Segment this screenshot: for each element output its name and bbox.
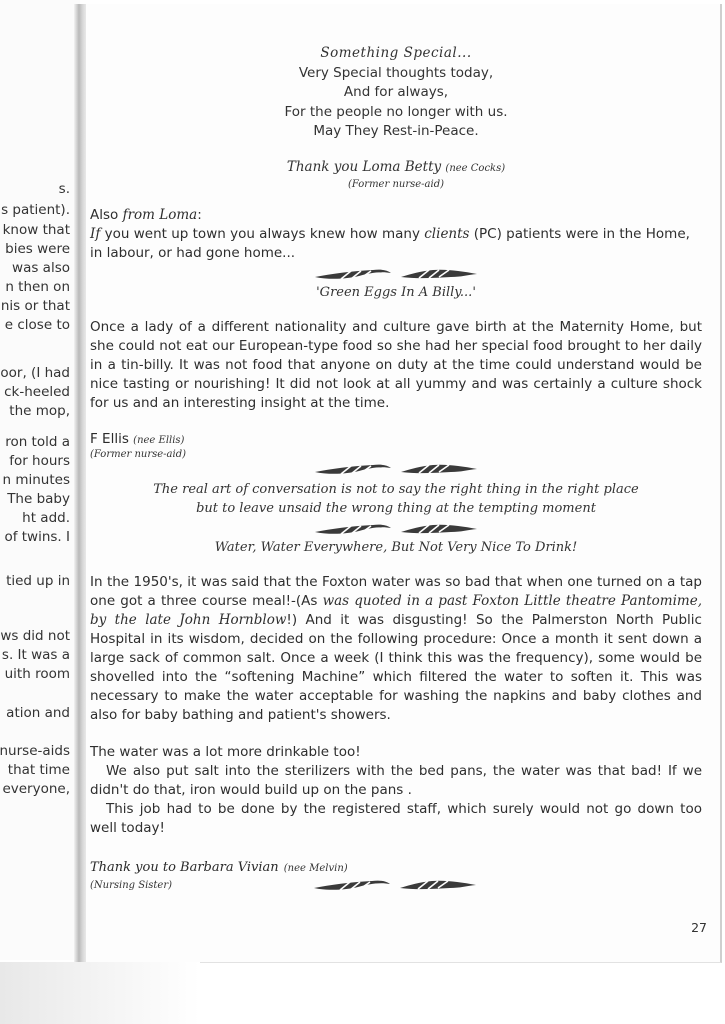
left-line: know that (2, 222, 70, 238)
left-line: ation and (6, 705, 70, 721)
left-line: everyone, (2, 781, 70, 797)
left-line: that time (7, 762, 70, 778)
left-line: ck-heeled (4, 384, 70, 400)
left-line: e close to (4, 317, 70, 333)
left-line: ron told a (5, 434, 70, 450)
text-part: !) And it was disgusting! So the Palmerston North Public Hospital in its wisdom, decided on the following procedure: Once a month it sent down a large sack of common salt. Once a week (I think this was the frequency), some would be shovelled into the “softening Machine” which filtered the water to soften it. This was necessary to make the water acceptable for washing the napkins and baby clothes and also for baby bathing and patient's showers. (90, 611, 702, 723)
signature-name: Thank you to Barbara Vivian (90, 859, 279, 875)
section-loma (90, 206, 702, 263)
signature-barbara (90, 856, 702, 893)
left-line: oor, (I had (0, 365, 70, 381)
label-colon: : (197, 206, 202, 223)
signature-role: (Nursing Sister) (90, 879, 173, 891)
text-clients: clients (424, 225, 470, 242)
page-number: 27 (691, 920, 707, 935)
conversation-quote (90, 480, 702, 518)
text-part: you went up town you always knew how many (100, 225, 425, 242)
water-paragraph-1 (90, 573, 702, 725)
left-line: of twins. I (4, 529, 70, 545)
quote-line: The real art of conversation is not to say the right thing in the right place (153, 481, 639, 497)
scroll-flourish-icon (311, 460, 481, 478)
left-line: bies were (5, 241, 70, 257)
page-shadow (0, 962, 200, 1024)
left-line: tied up in (6, 573, 70, 589)
signature-name: F Ellis (90, 430, 129, 447)
signature-loma (90, 158, 702, 192)
signature-role: (Former nurse-aid) (347, 178, 444, 190)
left-line: nis or that (0, 298, 70, 314)
page-content (90, 44, 702, 893)
left-line: the mop, (9, 403, 70, 419)
poem-line: For the people no longer with us. (284, 103, 508, 120)
left-line: s. (58, 181, 70, 197)
poem-line: May They Rest-in-Peace. (313, 123, 479, 139)
left-line: s. It was a (1, 647, 70, 663)
poem-title: Something Special... (320, 45, 472, 61)
left-line: s patient). (1, 202, 70, 218)
signature-role: (Former nurse-aid) (90, 448, 187, 460)
left-line: for hours (9, 453, 70, 469)
water-paragraph-2: The water was a lot more drinkable too! (90, 743, 361, 760)
signature-ellis (90, 431, 702, 462)
quote-line: but to leave unsaid the wrong thing at the tempting moment (196, 500, 596, 516)
left-line: ws did not (0, 628, 70, 644)
signature-nee: (nee Melvin) (283, 862, 348, 874)
signature-nee: (nee Cocks) (445, 162, 506, 174)
text-part: In the 1950's, it was said that the Foxton water was so bad that when one turned on a tap one got a three course meal!-(As (90, 573, 702, 609)
previous-page-fragment (0, 0, 80, 960)
signature-name: Thank you Loma Betty (286, 158, 442, 175)
left-line: uith room (4, 666, 70, 682)
label-plain: Also (90, 206, 119, 223)
section-label (90, 206, 702, 225)
left-line: The baby (7, 491, 70, 507)
poem-line: Very Special thoughts today, (298, 64, 494, 81)
scroll-flourish-icon (310, 876, 480, 894)
left-line: was also (12, 260, 70, 276)
poem-line: And for always, (343, 84, 449, 100)
green-eggs-paragraph: Once a lady of a different nationality and culture gave birth at the Maternity Home, but she could not eat our European-type food so she had her special food brought to her daily in a tin-billy. It was not food that anyone on duty at the time could understand would be nice tasting or nourishing! It did not look at all yummy and was certainly a culture shock for us and an interesting insight at the time. (90, 318, 702, 411)
scroll-flourish-icon (311, 265, 481, 283)
water-paragraph-4: This job had to be done by the registered staff, which surely would not go down too well today! (90, 800, 702, 836)
left-line: ht add. (22, 510, 70, 526)
text-italic: was quoted in a past Foxton Little theatre Pantomime, by the late John Hornblow (90, 592, 703, 628)
loma-paragraph (90, 225, 702, 263)
memorial-poem (90, 44, 702, 142)
text-part: (PC) patients were in the Home, in labour, or had gone home... (90, 225, 690, 261)
story-title-water: Water, Water Everywhere, But Not Very Nice To Drink! (214, 539, 578, 555)
text-if: If (90, 225, 101, 242)
story-title-green-eggs: 'Green Eggs In A Billy...' (316, 284, 476, 300)
label-italic: from Loma (122, 206, 198, 223)
signature-nee: (nee Ellis) (133, 434, 185, 446)
left-line: n minutes (2, 472, 70, 488)
scroll-flourish-icon (311, 520, 481, 538)
left-line: nurse-aids (0, 743, 70, 759)
left-line: n then on (5, 279, 70, 295)
water-paragraph-3: We also put salt into the sterilizers with the bed pans, the water was that bad! If we didn't do that, iron would build up on the pans . (90, 762, 702, 798)
